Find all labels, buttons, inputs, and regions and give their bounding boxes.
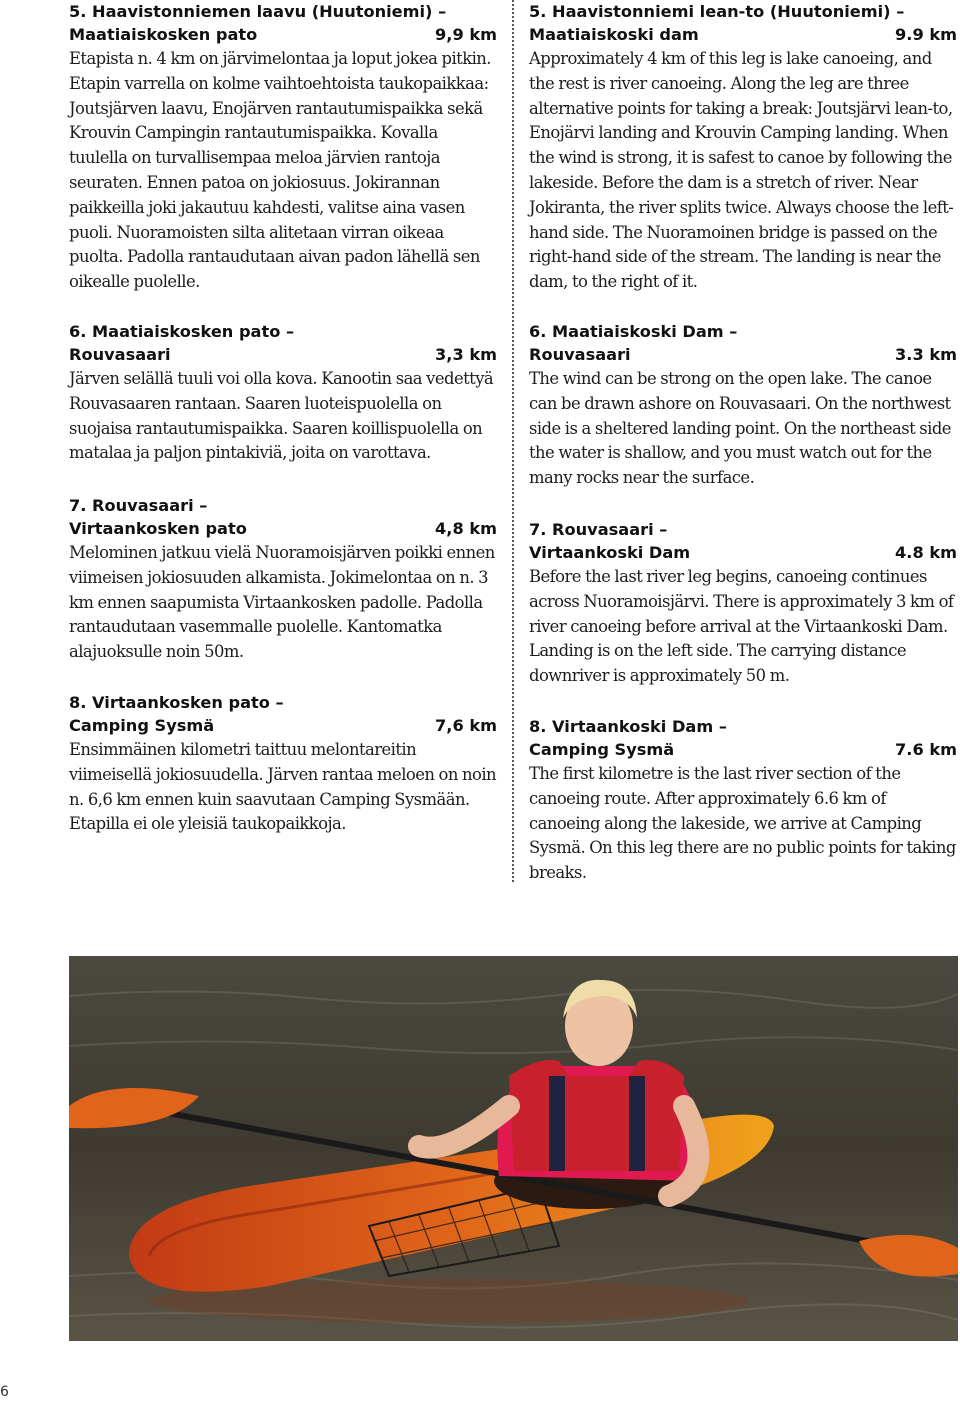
leg-5-en-subheading <box>529 23 957 46</box>
leg-5-fi-text: Etapista n. 4 km on järvimelontaa ja loput jokea pitkin. Etapin varrella on kolme vaihtoehtoista taukopaikkaa: Joutsjärven laavu, Enojärven rantautumispaikka sekä Krouvin Campingin rantautumispaikka. Kovalla tuulella on turvallisempaa meloa järvien rantoja seuraten. Ennen patoa on jokiosuus. Jokirannan paikkeilla joki jakautuu kahdesti, valitse aina vasen puoli. Nuoramoisten silta alitetaan virran oikeaa puolta. Padolla rantaudutaan aivan padon lähellä sen oikealle puolelle. <box>69 49 491 292</box>
leg-6-en <box>529 320 957 491</box>
leg-5-en-title: 5. Haavistonniemi lean-to (Huutoniemi) – <box>529 2 905 21</box>
leg-7-en-subheading <box>529 541 957 564</box>
leg-8-fi-subtitle: Camping Sysmä <box>69 716 215 735</box>
leg-6-fi <box>69 320 497 466</box>
leg-7-fi <box>69 494 497 665</box>
leg-7-fi-subtitle: Virtaankosken pato <box>69 519 247 538</box>
leg-6-fi-subheading <box>69 343 497 366</box>
leg-7-en-subtitle: Virtaankoski Dam <box>529 543 691 562</box>
column-divider <box>512 0 514 882</box>
leg-8-fi <box>69 691 497 837</box>
page-number: 6 <box>0 1384 9 1400</box>
leg-5-en-text: Approximately 4 km of this leg is lake canoeing, and the rest is river canoeing. Along the leg are three alternative points for taking a break: Joutsjärvi lean-to, Enojärvi landing and Krouvin Camping landing. When the wind is strong, it is safest to canoe by following the lakeside. Before the dam is a stretch of river. Near Jokiranta, the river splits twice. Always choose the left-hand side. The Nuoramoinen bridge is passed on the right-hand side of the stream. The landing is near the dam, to the right of it. <box>529 49 954 292</box>
leg-6-fi-subtitle: Rouvasaari <box>69 345 171 364</box>
leg-8-en-title: 8. Virtaankoski Dam – <box>529 717 727 736</box>
leg-7-en <box>529 518 957 689</box>
leg-7-fi-subheading <box>69 517 497 540</box>
leg-7-fi-text: Melominen jatkuu vielä Nuoramoisjärven poikki ennen viimeisen jokiosuuden alkamista. Jokimelontaa on n. 3 km ennen saapumista Virtaankosken padolle. Padolla rantaudutaan vasemmalle puolelle. Kantomatka alajuoksulle noin 50m. <box>69 543 495 662</box>
leg-8-en-distance: 7.6 km <box>895 740 957 759</box>
leg-8-fi-title: 8. Virtaankosken pato – <box>69 693 284 712</box>
leg-8-en <box>529 715 957 886</box>
leg-5-en <box>529 0 957 295</box>
leg-8-fi-distance: 7,6 km <box>435 716 497 735</box>
leg-6-fi-title: 6. Maatiaiskosken pato – <box>69 322 295 341</box>
leg-5-fi-subheading <box>69 23 497 46</box>
leg-6-en-subtitle: Rouvasaari <box>529 345 631 364</box>
leg-5-en-subtitle: Maatiaiskoski dam <box>529 25 699 44</box>
leg-8-fi-subheading <box>69 714 497 737</box>
leg-7-en-distance: 4.8 km <box>895 543 957 562</box>
leg-8-en-subheading <box>529 738 957 761</box>
leg-5-fi-subtitle: Maatiaiskosken pato <box>69 25 258 44</box>
leg-5-fi-distance: 9,9 km <box>435 25 497 44</box>
leg-8-en-text: The first kilometre is the last river section of the canoeing route. After approximately 6.6 km of canoeing along the lakeside, we arrive at Camping Sysmä. On this leg there are no public points for taking breaks. <box>529 764 956 883</box>
kayaker-illustration <box>69 956 958 1341</box>
leg-5-fi <box>69 0 497 295</box>
leg-6-en-text: The wind can be strong on the open lake. The canoe can be drawn ashore on Rouvasaari. On the northwest side is a sheltered landing point. On the northeast side the water is shallow, and you must watch out for the many rocks near the surface. <box>529 369 951 488</box>
leg-6-fi-text: Järven selällä tuuli voi olla kova. Kanootin saa vedettyä Rouvasaaren rantaan. Saaren luoteispuolella on suojaisa rantautumispaikka. Saaren koillispuolella on matalaa ja paljon pintakiviä, joita on varottava. <box>69 369 494 463</box>
leg-6-en-distance: 3.3 km <box>895 345 957 364</box>
leg-7-fi-title: 7. Rouvasaari – <box>69 496 208 515</box>
leg-6-fi-distance: 3,3 km <box>435 345 497 364</box>
leg-8-fi-text: Ensimmäinen kilometri taittuu melontareitin viimeisellä jokiosuudella. Järven rantaa meloen on noin n. 6,6 km ennen kuin saavutaan Camping Sysmään. Etapilla ei ole yleisiä taukopaikkoja. <box>69 740 497 834</box>
leg-8-en-subtitle: Camping Sysmä <box>529 740 675 759</box>
leg-7-en-text: Before the last river leg begins, canoeing continues across Nuoramoisjärvi. There is approximately 3 km of river canoeing before arrival at the Virtaankoski Dam. Landing is on the left side. The carrying distance downriver is approximately 50 m. <box>529 567 954 686</box>
kayaker-photo <box>69 956 958 1341</box>
leg-6-en-title: 6. Maatiaiskoski Dam – <box>529 322 738 341</box>
leg-7-fi-distance: 4,8 km <box>435 519 497 538</box>
leg-7-en-title: 7. Rouvasaari – <box>529 520 668 539</box>
leg-6-en-subheading <box>529 343 957 366</box>
leg-5-fi-title: 5. Haavistonniemen laavu (Huutoniemi) – <box>69 2 447 21</box>
leg-5-en-distance: 9.9 km <box>895 25 957 44</box>
